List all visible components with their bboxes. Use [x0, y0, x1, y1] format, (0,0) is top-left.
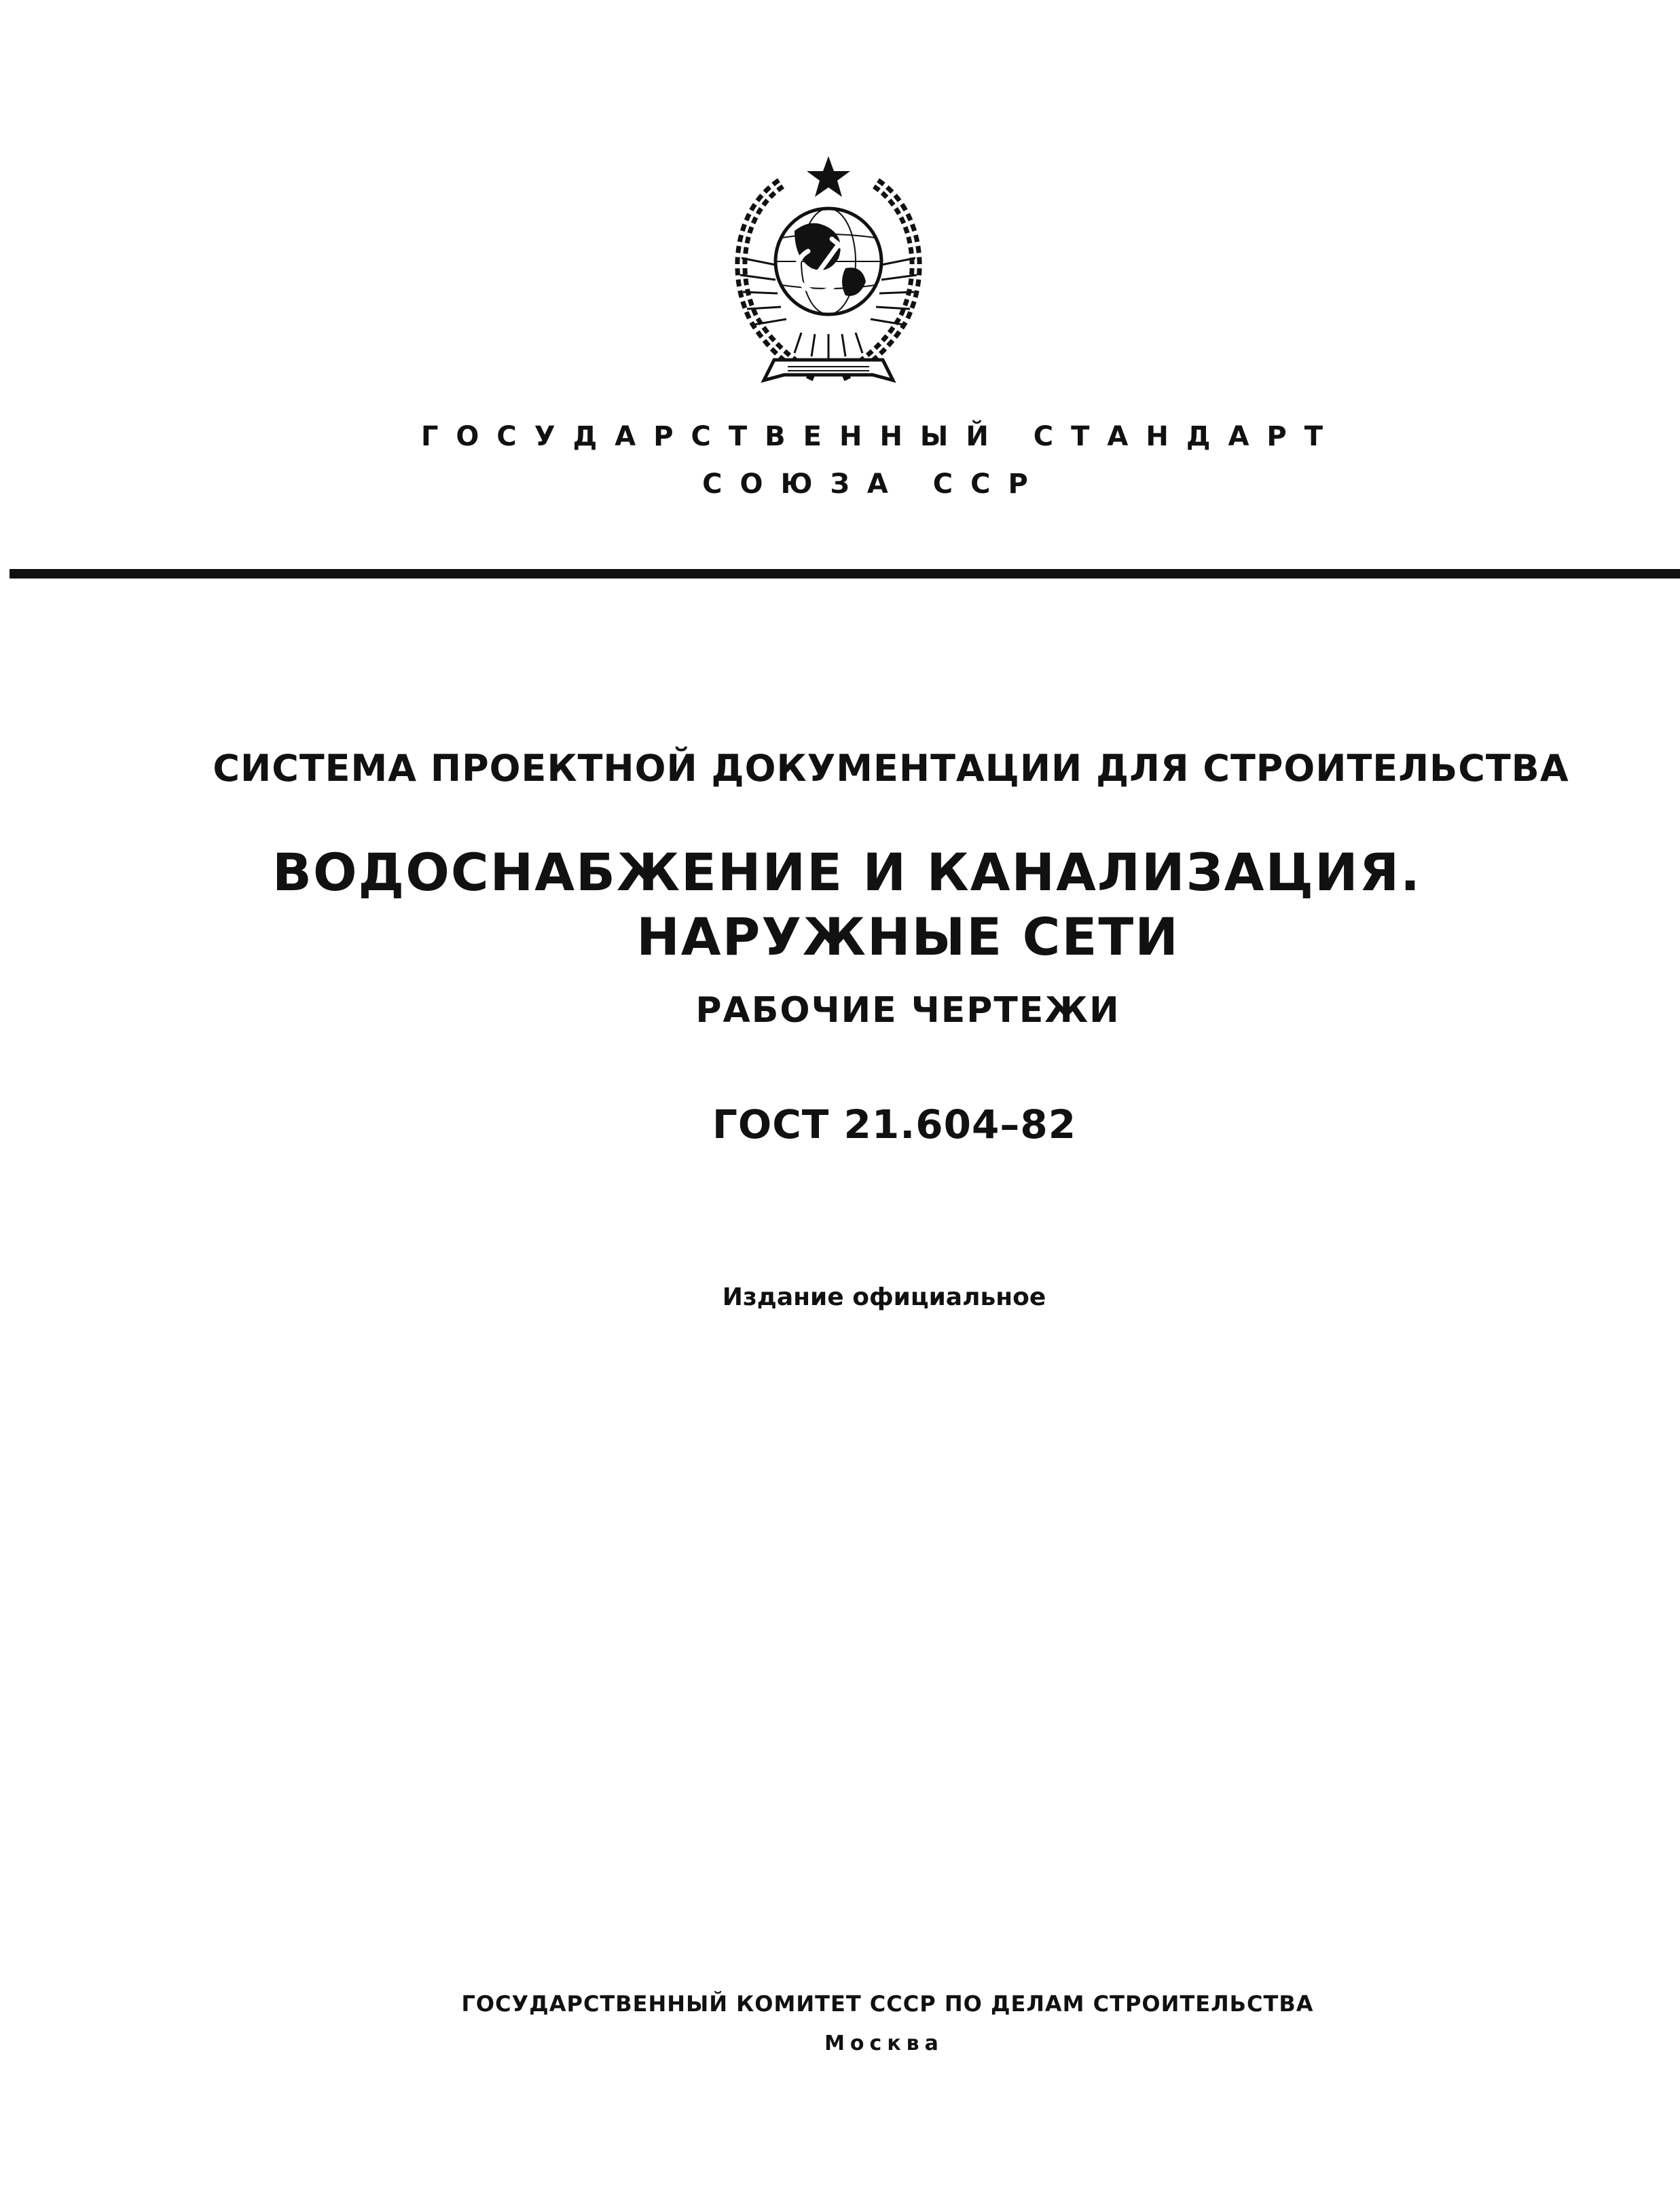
star-icon — [807, 156, 850, 197]
header-title: ГОСУДАРСТВЕННЫЙ СТАНДАРТ — [420, 421, 1341, 452]
publisher: ГОСУДАРСТВЕННЫЙ КОМИТЕТ СССР ПО ДЕЛАМ СТРОИТЕЛЬСТВА — [461, 1991, 1314, 2017]
edition-note: Издание официальное — [722, 1283, 1046, 1311]
series-title: СИСТЕМА ПРОЕКТНОЙ ДОКУМЕНТАЦИИ ДЛЯ СТРОИТЕЛЬСТВА — [213, 747, 1569, 790]
ussr-state-emblem-icon — [699, 136, 957, 407]
header-subtitle: СОЮЗА ССР — [702, 469, 1046, 500]
city: Москва — [824, 2032, 944, 2055]
document-title-line2: НАРУЖНЫЕ СЕТИ — [636, 906, 1180, 967]
document-subtitle: РАБОЧИЕ ЧЕРТЕЖИ — [695, 990, 1120, 1031]
standard-number: ГОСТ 21.604–82 — [712, 1101, 1077, 1148]
divider — [10, 569, 1680, 579]
document-title-line1: ВОДОСНАБЖЕНИЕ И КАНАЛИЗАЦИЯ. — [272, 842, 1421, 902]
